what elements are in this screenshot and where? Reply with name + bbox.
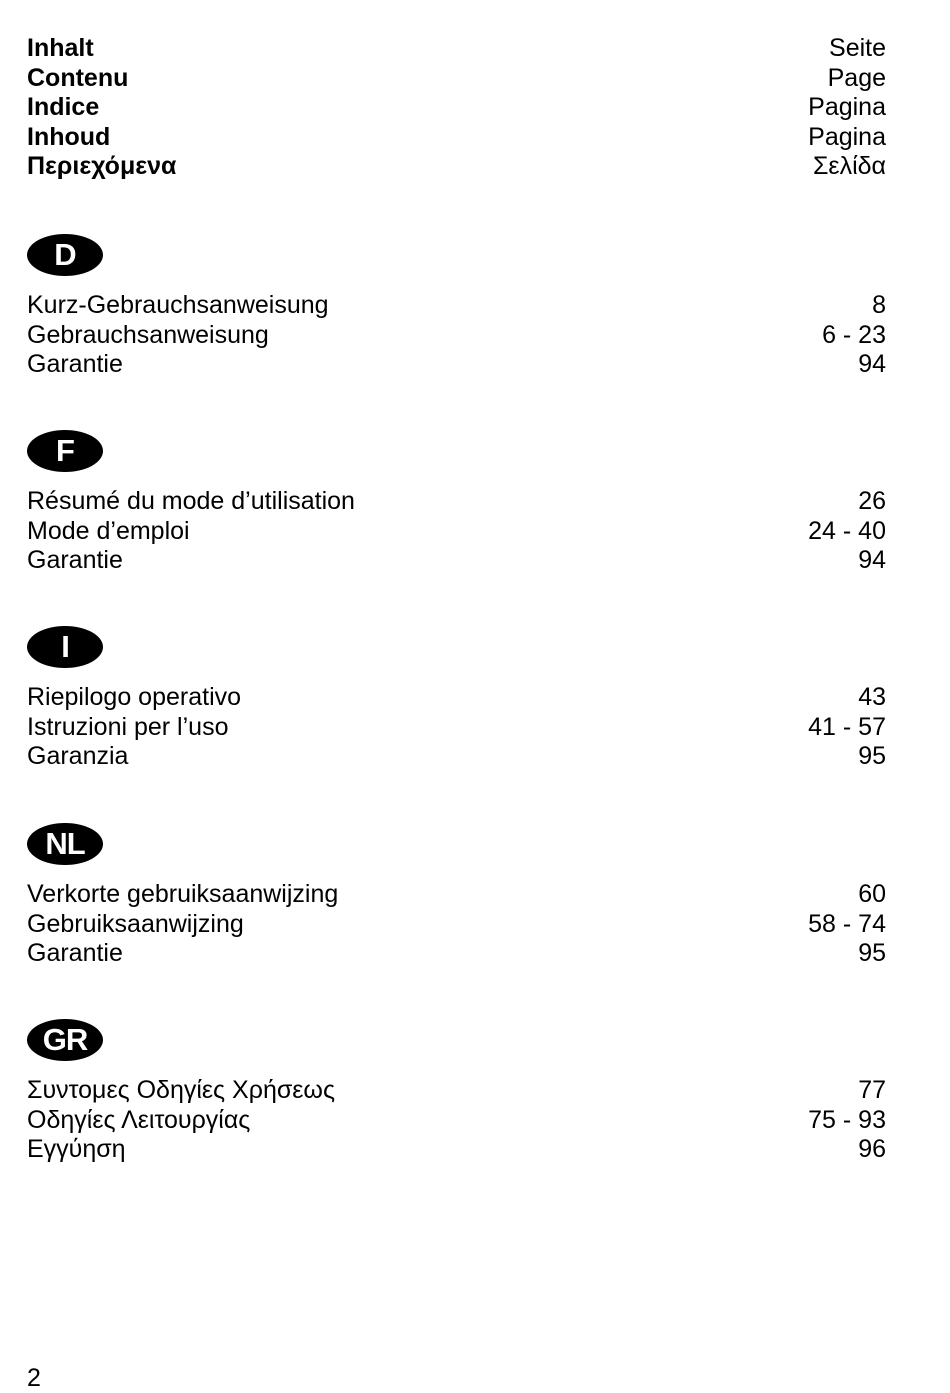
language-badge-nl: NL: [27, 823, 103, 865]
entry-pages: 94: [858, 546, 886, 574]
toc-entry: [27, 1106, 886, 1136]
section-entries: [27, 487, 886, 576]
toc-header: [27, 34, 886, 182]
section-gr: [27, 1019, 886, 1165]
entry-title: Garanzia: [27, 742, 129, 770]
entry-pages: 6 - 23: [822, 320, 886, 349]
header-label-de: Inhalt: [27, 34, 94, 62]
entry-pages: 95: [858, 939, 886, 967]
toc-entry: [27, 517, 886, 547]
toc-entry: [27, 350, 886, 380]
entry-title: Gebrauchsanweisung: [27, 320, 269, 349]
section-it: [27, 626, 886, 772]
toc-entry: [27, 939, 886, 969]
entry-pages: 24 - 40: [808, 516, 886, 545]
header-row: [27, 93, 886, 123]
entry-pages: 96: [858, 1135, 886, 1163]
entry-title: Mode d’emploi: [27, 516, 190, 545]
header-page-label-de: Seite: [829, 34, 886, 62]
toc-entry: [27, 487, 886, 517]
toc-entry: [27, 742, 886, 772]
header-label-fr: Contenu: [27, 63, 129, 92]
entry-title: Garantie: [27, 350, 123, 378]
entry-pages: 95: [858, 742, 886, 770]
entry-title: Gebruiksaanwijzing: [27, 909, 244, 938]
page-number: 2: [27, 1364, 41, 1392]
entry-title: Istruzioni per l’uso: [27, 712, 229, 741]
header-row: [27, 64, 886, 94]
header-label-gr: Περιεχόμενα: [27, 152, 177, 180]
toc-entry: [27, 713, 886, 743]
toc-entry: [27, 1135, 886, 1165]
entry-title: Riepilogo operativo: [27, 683, 242, 711]
entry-pages: 43: [858, 683, 886, 711]
header-row: [27, 123, 886, 153]
language-badge-it: I: [27, 626, 103, 668]
section-entries: [27, 880, 886, 969]
section-fr: [27, 430, 886, 576]
header-label-it: Indice: [27, 93, 100, 121]
entry-title: Συντομες Οδηγίες Χρήσεως: [27, 1076, 335, 1104]
section-entries: [27, 1076, 886, 1165]
section-entries: [27, 683, 886, 772]
header-page-label-nl: Pagina: [808, 122, 886, 151]
section-de: [27, 234, 886, 380]
header-page-label-it: Pagina: [808, 93, 886, 121]
header-row: [27, 152, 886, 182]
toc-entry: [27, 321, 886, 351]
entry-pages: 77: [858, 1076, 886, 1104]
entry-title: Εγγύηση: [27, 1135, 126, 1163]
toc-entry: [27, 1076, 886, 1106]
header-label-nl: Inhoud: [27, 122, 111, 151]
entry-pages: 75 - 93: [808, 1105, 886, 1134]
language-badge-de: D: [27, 234, 103, 276]
entry-title: Kurz-Gebrauchsanweisung: [27, 291, 329, 319]
entry-title: Verkorte gebruiksaanwijzing: [27, 880, 339, 908]
toc-entry: [27, 291, 886, 321]
language-badge-gr: GR: [27, 1019, 103, 1061]
section-entries: [27, 291, 886, 380]
language-badge-fr: F: [27, 430, 103, 472]
header-page-label-fr: Page: [827, 63, 886, 92]
header-row: [27, 34, 886, 64]
entry-title: Garantie: [27, 546, 123, 574]
entry-pages: 58 - 74: [808, 909, 886, 938]
toc-entry: [27, 910, 886, 940]
entry-pages: 8: [872, 291, 886, 319]
header-page-label-gr: Σελίδα: [812, 152, 886, 180]
entry-title: Garantie: [27, 939, 123, 967]
entry-title: Οδηγίες Λειτουργίας: [27, 1105, 251, 1134]
toc-entry: [27, 880, 886, 910]
entry-pages: 94: [858, 350, 886, 378]
section-nl: [27, 823, 886, 969]
table-of-contents: [27, 34, 886, 1163]
toc-entry: [27, 546, 886, 576]
toc-entry: [27, 683, 886, 713]
entry-title: Résumé du mode d’utilisation: [27, 487, 355, 515]
entry-pages: 41 - 57: [808, 712, 886, 741]
entry-pages: 26: [858, 487, 886, 515]
entry-pages: 60: [858, 880, 886, 908]
